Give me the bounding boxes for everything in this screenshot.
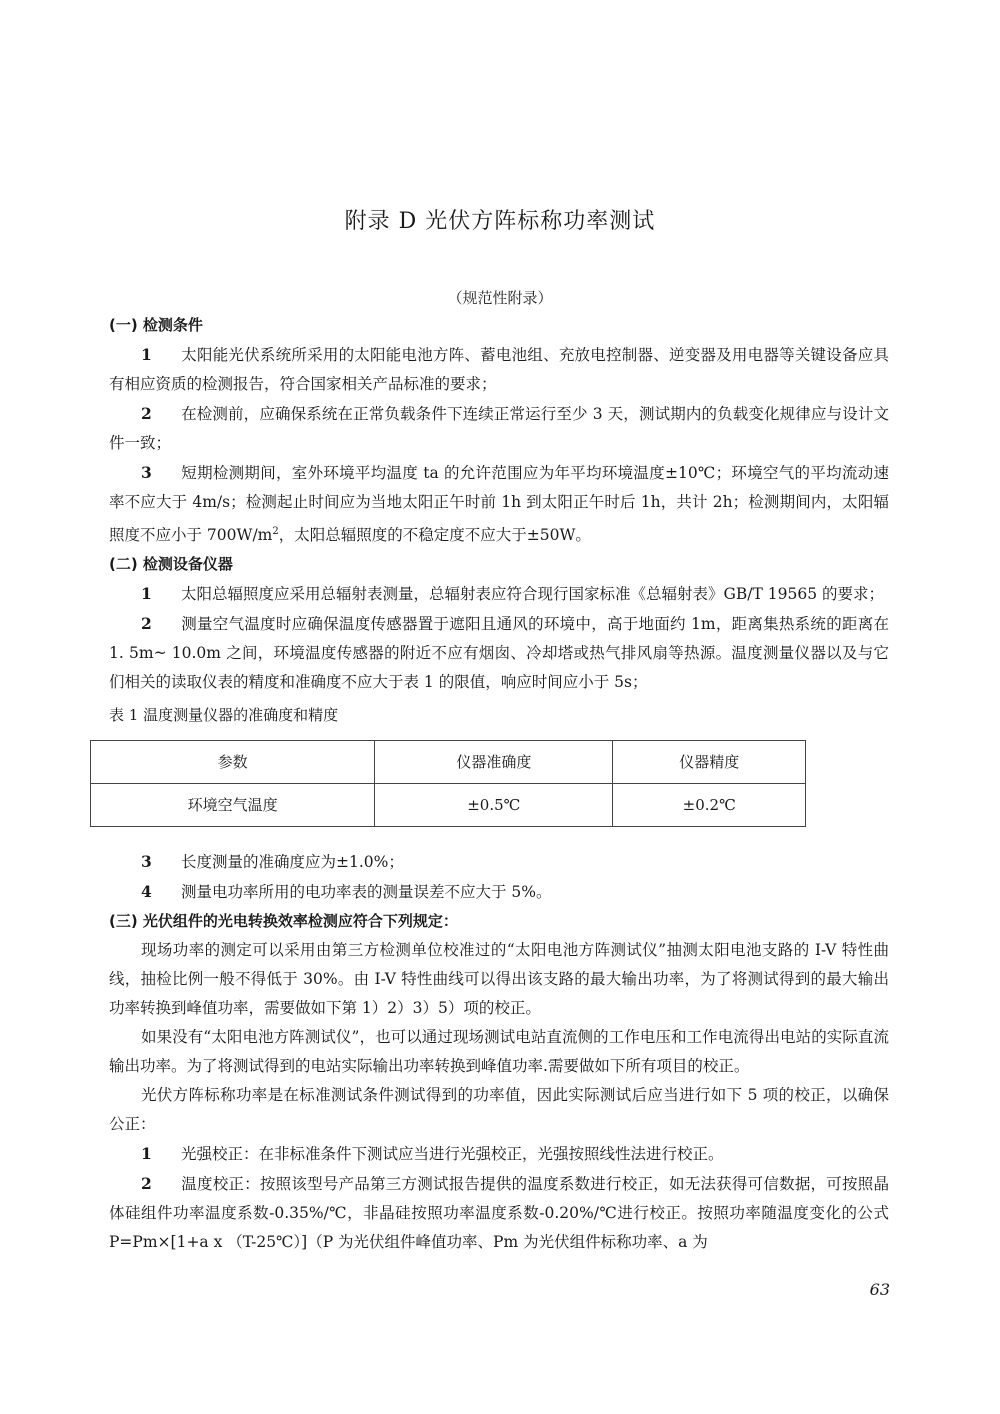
table-row xyxy=(91,784,806,827)
item-number: 2 xyxy=(141,404,152,423)
list-item xyxy=(109,458,889,550)
list-item xyxy=(109,847,889,877)
item-text: 长度测量的准确度应为±1.0%； xyxy=(181,853,404,872)
paragraph: 如果没有“太阳电池方阵测试仪”，也可以通过现场测试电站直流侧的工作电压和工作电流得出电站的实际直流输出功率。为了将测试得到的电站实际输出功率转换到峰值功率.需要做如下所有项目的校正。 xyxy=(109,1028,889,1076)
list-item xyxy=(109,1139,889,1169)
table-cell: 环境空气温度 xyxy=(91,784,375,827)
table-cell: ±0.2℃ xyxy=(613,784,806,827)
item-text: 太阳能光伏系统所采用的太阳能电池方阵、蓄电池组、充放电控制器、逆变器及用电器等关键设备应具有相应资质的检测报告，符合国家相关产品标准的要求； xyxy=(109,346,889,393)
item-text: ，太阳总辐照度的不稳定度不应大于±50W。 xyxy=(278,526,591,545)
item-number: 1 xyxy=(141,345,152,364)
item-text: 短期检测期间，室外环境平均温度 ta 的允许范围应为年平均环境温度±10℃；环境空气的平均流动速率不应大于 4m/s；检测起止时间应为当地太阳正午时前 1h 到太阳正午时后 1h，共计 2h；检测期间内，太阳辐照度不应小于 700W/m xyxy=(109,464,889,545)
list-item xyxy=(109,579,889,609)
list-item xyxy=(109,609,889,697)
page-subtitle: （规范性附录） xyxy=(447,289,553,307)
section-heading-2: (二) 检测设备仪器 xyxy=(109,555,233,574)
item-text: 温度校正：按照该型号产品第三方测试报告提供的温度系数进行校正，如无法获得可信数据，可按照晶体硅组件功率温度系数-0.35%/℃，非晶硅按照功率温度系数-0.20%/℃进行校正。按照功率随温度变化的公式 P=Pm×[1+a x （T-25℃）]（P 为光伏组件峰值功率、Pm 为光伏组件标称功率、a 为 xyxy=(109,1175,889,1252)
page-title: 附录 D 光伏方阵标称功率测试 xyxy=(344,209,656,234)
item-text: 测量电功率所用的电功率表的测量误差不应大于 5%。 xyxy=(181,883,552,902)
item-text: 测量空气温度时应确保温度传感器置于遮阳且通风的环境中，高于地面约 1m，距离集热系统的距离在 1. 5m~ 10.0m 之间，环境温度传感器的附近不应有烟囱、冷却塔或热气排风扇等热源。温度测量仪器以及与它们相关的读取仪表的精度和准确度不应大于表 1 的限值，响应时间应小于 5s； xyxy=(109,615,889,692)
body-text xyxy=(109,311,889,1257)
table-header-row xyxy=(91,741,806,784)
paragraph: 光伏方阵标称功率是在标准测试条件测试得到的功率值，因此实际测试后应当进行如下 5 项的校正，以确保公正： xyxy=(109,1086,889,1134)
section-heading-1: (一) 检测条件 xyxy=(109,316,203,334)
superscript: 2 xyxy=(272,526,279,537)
section-heading-3: (三) 光伏组件的光电转换效率检测应符合下列规定： xyxy=(109,912,458,931)
list-item xyxy=(109,340,889,399)
table-header-cell: 仪器精度 xyxy=(613,741,806,784)
item-number: 3 xyxy=(141,463,152,482)
item-text: 光强校正：在非标准条件下测试应当进行光强校正，光强按照线性法进行校正。 xyxy=(181,1145,724,1164)
item-text: 太阳总辐照度应采用总辐射表测量，总辐射表应符合现行国家标准《总辐射表》GB/T 19565 的要求； xyxy=(181,585,884,604)
list-item xyxy=(109,399,889,458)
item-number: 2 xyxy=(141,614,152,634)
item-number: 2 xyxy=(141,1174,152,1194)
item-number: 1 xyxy=(141,1144,152,1164)
item-number: 1 xyxy=(141,584,152,604)
table-header-cell: 参数 xyxy=(91,741,375,784)
accuracy-table xyxy=(90,740,806,827)
page-number: 63 xyxy=(869,1280,890,1299)
list-item xyxy=(109,1169,889,1257)
item-text: 在检测前，应确保系统在正常负载条件下连续正常运行至少 3 天，测试期内的负载变化规律应与设计文件一致； xyxy=(109,405,889,452)
table-cell: ±0.5℃ xyxy=(375,784,613,827)
table-header-cell: 仪器准确度 xyxy=(375,741,613,784)
item-number: 3 xyxy=(141,852,152,872)
item-number: 4 xyxy=(141,882,152,902)
paragraph: 现场功率的测定可以采用由第三方检测单位校准过的“太阳电池方阵测试仪”抽测太阳电池支路的 I-V 特性曲线，抽检比例一般不得低于 30%。由 I-V 特性曲线可以得出该支路的最大输出功率，为了将测试得到的最大输出功率转换到峰值功率，需要做如下第 1）2）3）5）项的校正。 xyxy=(109,941,889,1018)
list-item xyxy=(109,877,889,907)
table-caption: 表 1 温度测量仪器的准确度和精度 xyxy=(109,706,339,725)
